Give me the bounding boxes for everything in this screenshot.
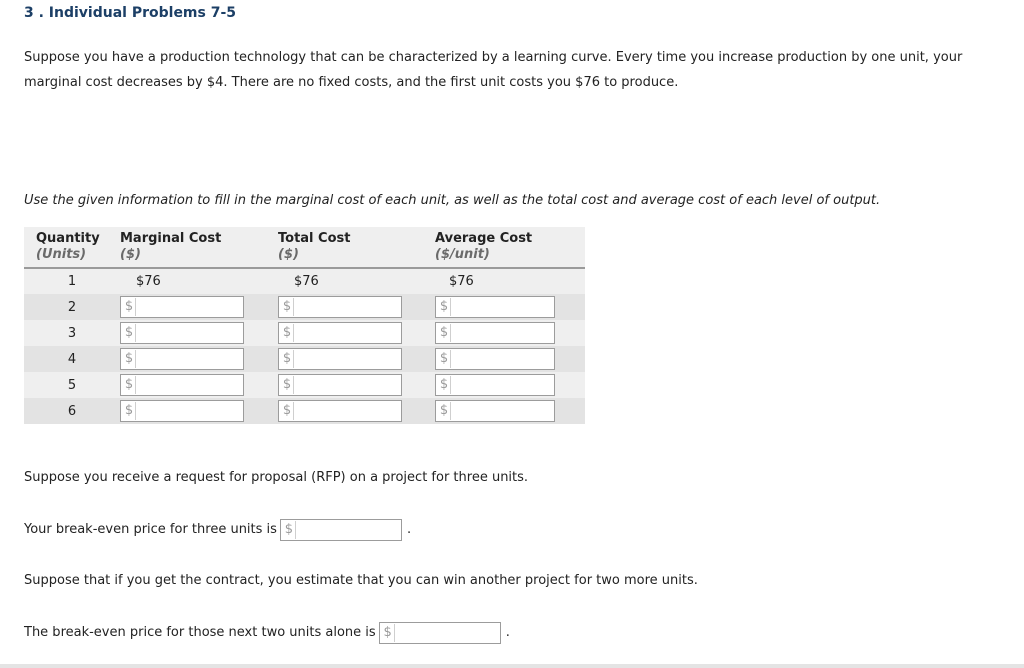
cost-table	[24, 227, 585, 424]
marginal-cost-cell	[120, 320, 278, 346]
table-row	[24, 320, 585, 346]
rfp-breakeven-input-box	[280, 519, 402, 541]
marginal-cost-input-box	[120, 348, 244, 370]
marginal-cost-cell	[120, 372, 278, 398]
rfp-breakeven-label: Your break-even price for three units is	[24, 522, 277, 537]
total-cost-value: $76	[294, 274, 319, 289]
total-cost-input[interactable]	[294, 376, 401, 394]
table-row	[24, 372, 585, 398]
dollar-sign: $	[438, 402, 451, 420]
intro-line-1: Suppose you have a production technology that can be characterized by a learning curve. Every time you increase production by one unit, your	[24, 50, 963, 65]
marginal-cost-input[interactable]	[136, 350, 243, 368]
average-cost-input-box	[435, 374, 555, 396]
average-cost-input-box	[435, 348, 555, 370]
total-cost-cell	[278, 294, 435, 320]
quantity-cell: 2	[67, 299, 77, 315]
rfp-breakeven-input[interactable]	[296, 521, 401, 539]
total-cost-cell	[278, 398, 435, 424]
dollar-sign: $	[281, 298, 294, 316]
average-cost-cell	[435, 346, 585, 372]
next-breakeven-input[interactable]	[395, 624, 500, 642]
total-cost-input[interactable]	[294, 350, 401, 368]
next-breakeven-input-box	[379, 622, 501, 644]
dollar-sign: $	[281, 324, 294, 342]
marginal-cost-input-box	[120, 296, 244, 318]
dollar-sign: $	[123, 324, 136, 342]
instruction-text: Use the given information to fill in the marginal cost of each unit, as well as the total cost and average cost of each level of output.	[24, 193, 881, 208]
dollar-sign: $	[123, 350, 136, 368]
average-cost-value: $76	[449, 274, 474, 289]
dollar-sign: $	[123, 376, 136, 394]
header-average-cost: Average Cost ($/unit)	[435, 231, 533, 262]
dollar-sign: $	[123, 298, 136, 316]
dollar-sign: $	[281, 402, 294, 420]
marginal-cost-input-box	[120, 322, 244, 344]
total-cost-input[interactable]	[294, 324, 401, 342]
marginal-cost-value: $76	[136, 274, 161, 289]
total-cost-cell	[278, 346, 435, 372]
dollar-sign: $	[123, 402, 136, 420]
total-cost-input-box	[278, 322, 402, 344]
quantity-cell: 6	[67, 403, 77, 419]
dollar-sign: $	[281, 376, 294, 394]
table-row	[24, 398, 585, 424]
average-cost-input[interactable]	[451, 350, 554, 368]
average-cost-input[interactable]	[451, 376, 554, 394]
total-cost-cell	[278, 320, 435, 346]
table-row	[24, 268, 585, 294]
average-cost-cell	[435, 320, 585, 346]
table-header-row	[24, 227, 585, 268]
marginal-cost-input-box	[120, 374, 244, 396]
header-total-cost: Total Cost ($)	[278, 231, 351, 262]
quantity-cell: 1	[67, 274, 77, 289]
dollar-sign: $	[382, 624, 395, 642]
period: .	[406, 522, 412, 537]
header-marginal-cost: Marginal Cost ($)	[120, 231, 222, 262]
average-cost-input-box	[435, 400, 555, 422]
intro-line-2: marginal cost decreases by $4. There are no fixed costs, and the first unit costs you $76 to produce.	[24, 75, 679, 90]
table-row	[24, 294, 585, 320]
total-cost-input-box	[278, 348, 402, 370]
average-cost-input[interactable]	[451, 298, 554, 316]
dollar-sign: $	[438, 298, 451, 316]
rfp-breakeven-line	[24, 517, 411, 542]
dollar-sign: $	[281, 350, 294, 368]
next-breakeven-line	[24, 620, 510, 645]
average-cost-input-box	[435, 322, 555, 344]
average-cost-input[interactable]	[451, 324, 554, 342]
dollar-sign: $	[283, 521, 296, 539]
dollar-sign: $	[438, 350, 451, 368]
average-cost-cell	[435, 294, 585, 320]
header-quantity: Quantity (Units)	[36, 231, 100, 262]
marginal-cost-input[interactable]	[136, 376, 243, 394]
total-cost-input[interactable]	[294, 402, 401, 420]
total-cost-cell	[278, 372, 435, 398]
next-project-text: Suppose that if you get the contract, you estimate that you can win another project for two more units.	[24, 573, 698, 588]
average-cost-cell	[435, 372, 585, 398]
marginal-cost-cell	[120, 398, 278, 424]
dollar-sign: $	[438, 324, 451, 342]
quantity-cell: 5	[67, 377, 77, 393]
marginal-cost-cell	[120, 346, 278, 372]
total-cost-input-box	[278, 296, 402, 318]
average-cost-cell	[435, 398, 585, 424]
next-breakeven-label: The break-even price for those next two units alone is	[24, 625, 376, 640]
marginal-cost-input-box	[120, 400, 244, 422]
total-cost-input[interactable]	[294, 298, 401, 316]
average-cost-input-box	[435, 296, 555, 318]
quantity-cell: 4	[67, 351, 77, 367]
marginal-cost-input[interactable]	[136, 298, 243, 316]
quantity-cell: 3	[67, 325, 77, 341]
marginal-cost-input[interactable]	[136, 324, 243, 342]
problem-title: 3 . Individual Problems 7-5	[24, 5, 237, 21]
period: .	[505, 625, 510, 640]
dollar-sign: $	[438, 376, 451, 394]
table-row	[24, 346, 585, 372]
total-cost-input-box	[278, 400, 402, 422]
intro-paragraph	[24, 45, 984, 95]
average-cost-input[interactable]	[451, 402, 554, 420]
bottom-divider	[0, 664, 1024, 668]
total-cost-input-box	[278, 374, 402, 396]
rfp-text: Suppose you receive a request for proposal (RFP) on a project for three units.	[24, 470, 529, 485]
marginal-cost-input[interactable]	[136, 402, 243, 420]
marginal-cost-cell	[120, 294, 278, 320]
